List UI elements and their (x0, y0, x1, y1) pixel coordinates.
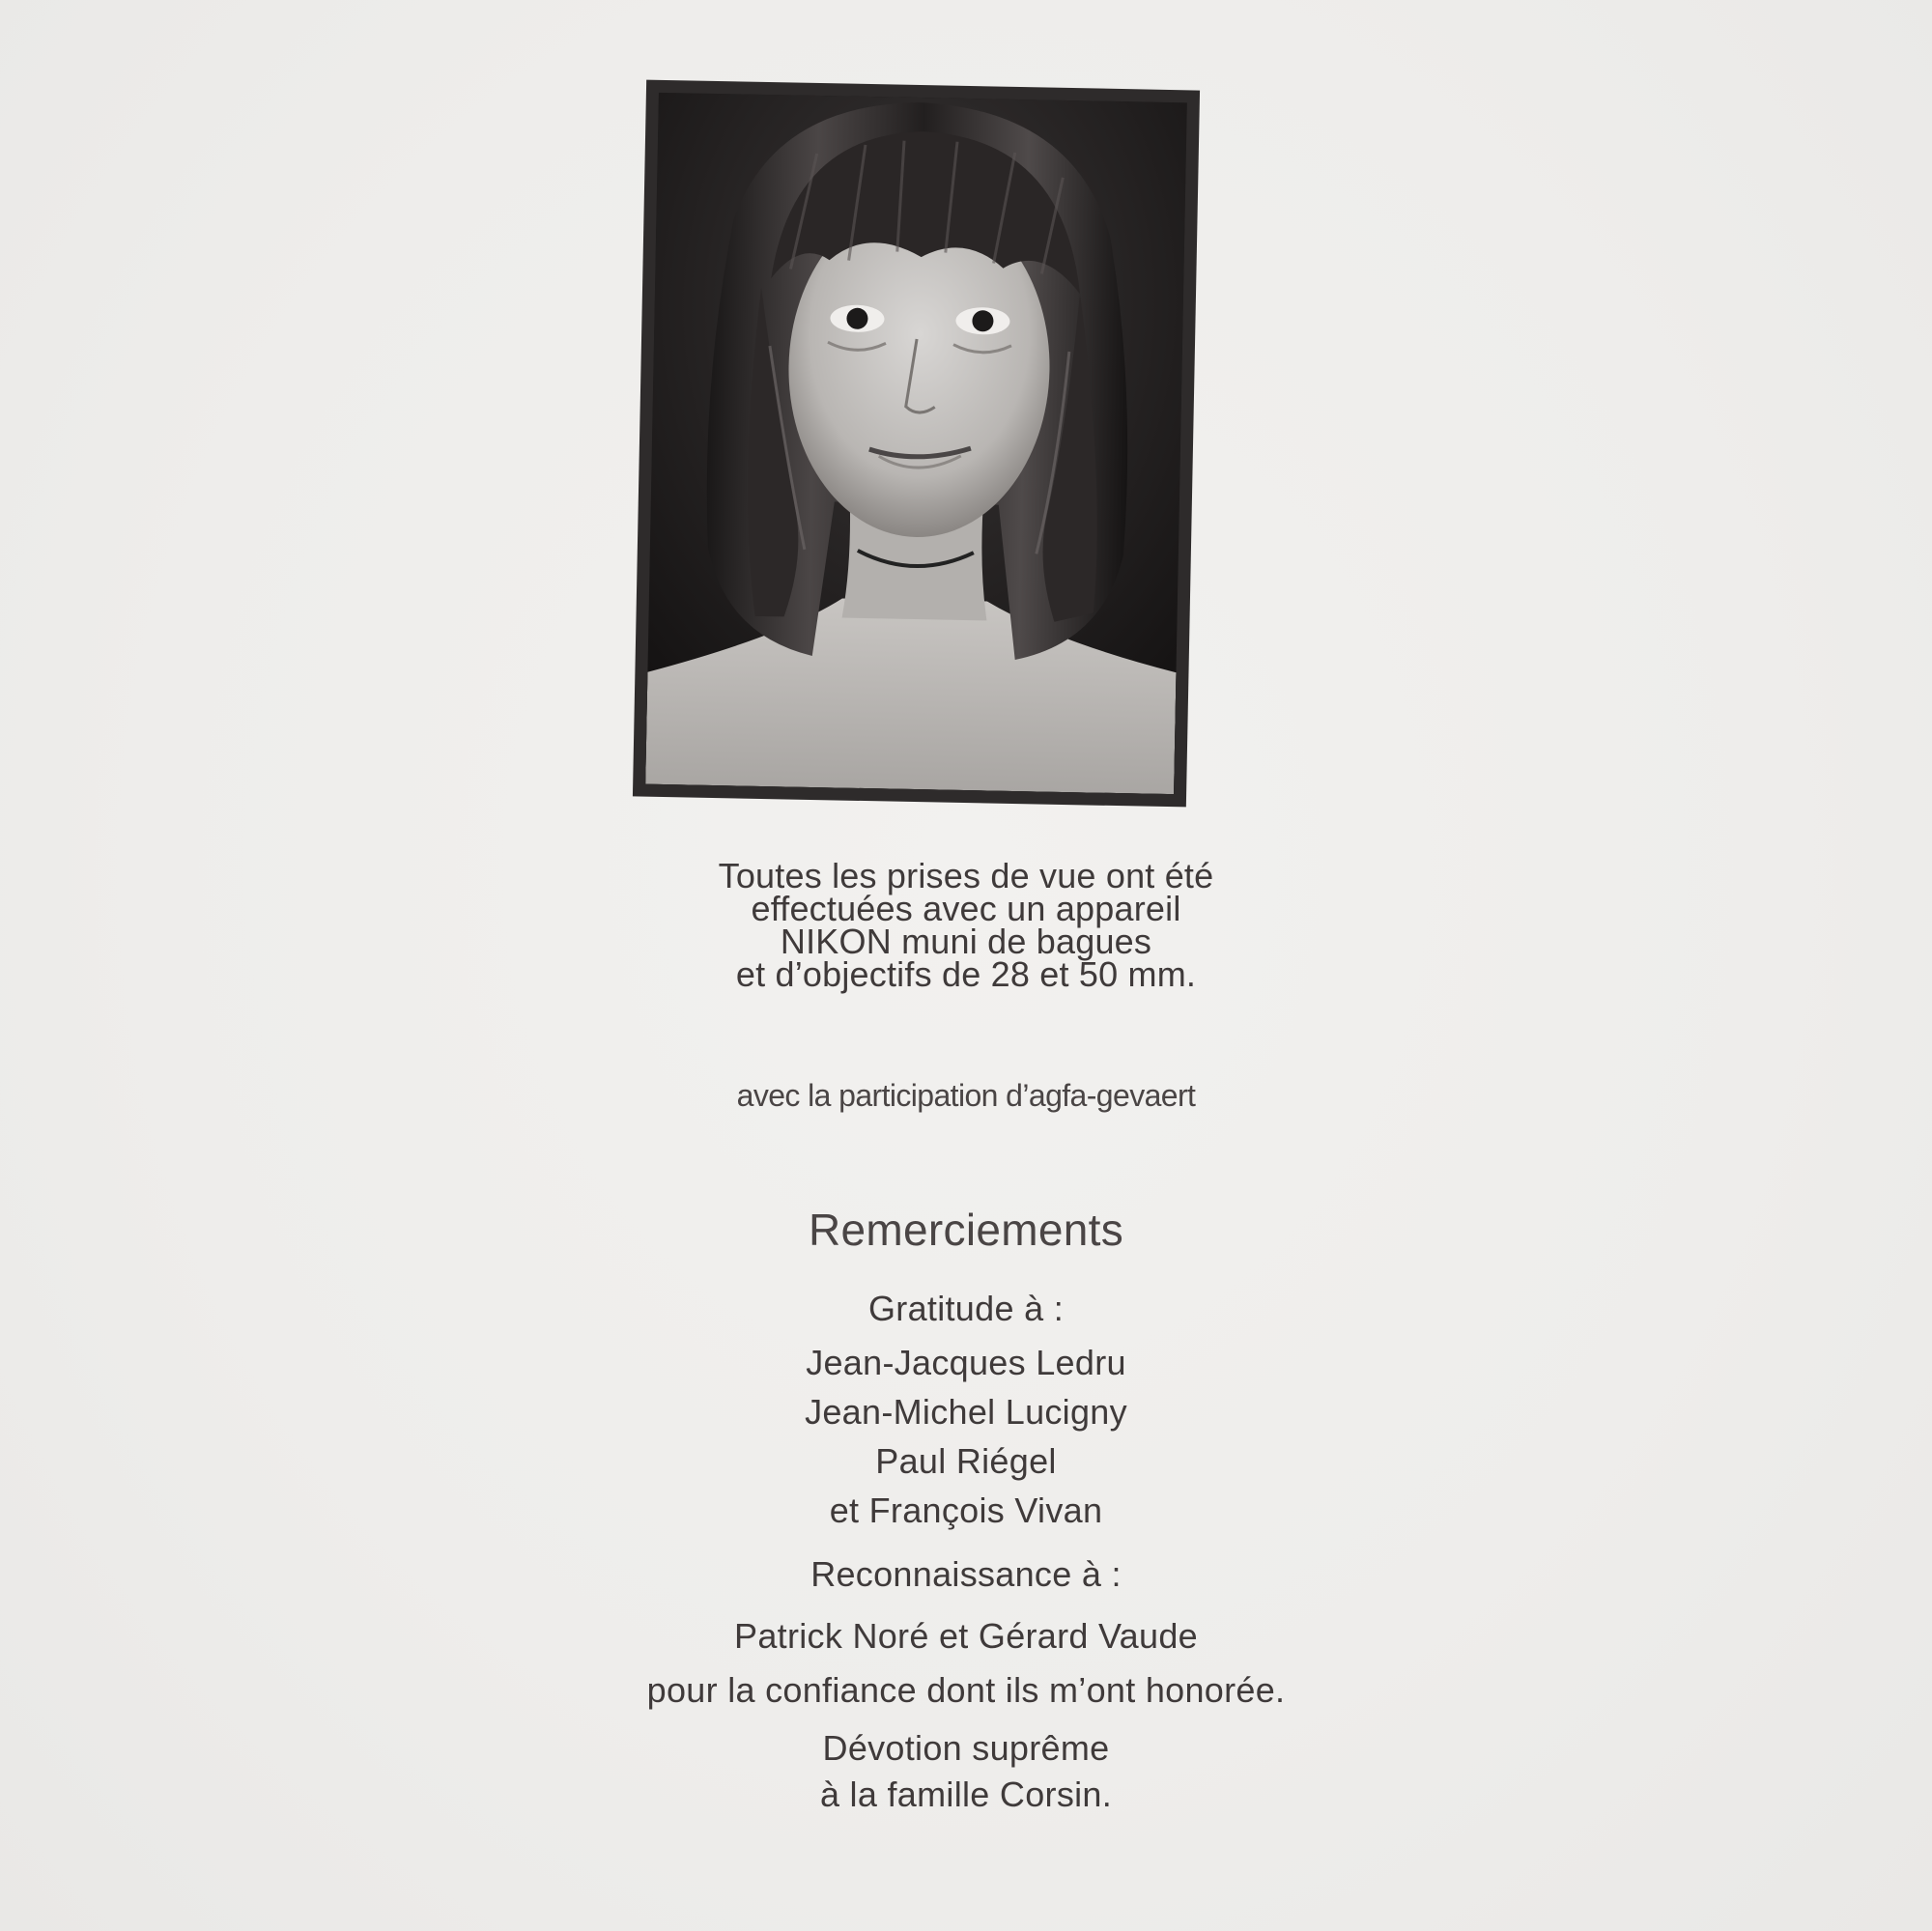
reconnaissance-label: Reconnaissance à : (810, 1554, 1122, 1594)
photo-caption (483, 856, 1449, 994)
gratitude-name: Jean-Michel Lucigny (805, 1392, 1127, 1432)
portrait-photo-image (645, 93, 1187, 794)
gratitude-name: Jean-Jacques Ledru (806, 1343, 1126, 1382)
gratitude-label: Gratitude à : (867, 1289, 1064, 1328)
devotion-line: à la famille Corsin. (819, 1775, 1113, 1814)
reconnaissance-line: Patrick Noré et Gérard Vaude (734, 1616, 1198, 1656)
reconnaissance-text (483, 1609, 1449, 1718)
portrait-photo-frame (633, 80, 1200, 808)
reconnaissance-line: pour la confiance dont ils m’ont honorée. (646, 1670, 1286, 1710)
gratitude-name: Paul Riégel (875, 1441, 1057, 1481)
caption-line: effectuées avec un appareil (751, 889, 1181, 928)
portrait-photo (645, 93, 1187, 794)
gratitude-names (483, 1338, 1449, 1535)
acknowledgements-heading: Remerciements (809, 1205, 1123, 1255)
devotion-text (483, 1725, 1449, 1818)
caption-line: et d’objectifs de 28 et 50 mm. (735, 954, 1197, 994)
participation-note: avec la participation d’agfa-gevaert (736, 1078, 1196, 1113)
caption-line: Toutes les prises de vue ont été (718, 856, 1214, 895)
caption-line: NIKON muni de bagues (780, 922, 1152, 961)
gratitude-name: et François Vivan (829, 1491, 1103, 1530)
devotion-line: Dévotion suprême (822, 1728, 1110, 1768)
